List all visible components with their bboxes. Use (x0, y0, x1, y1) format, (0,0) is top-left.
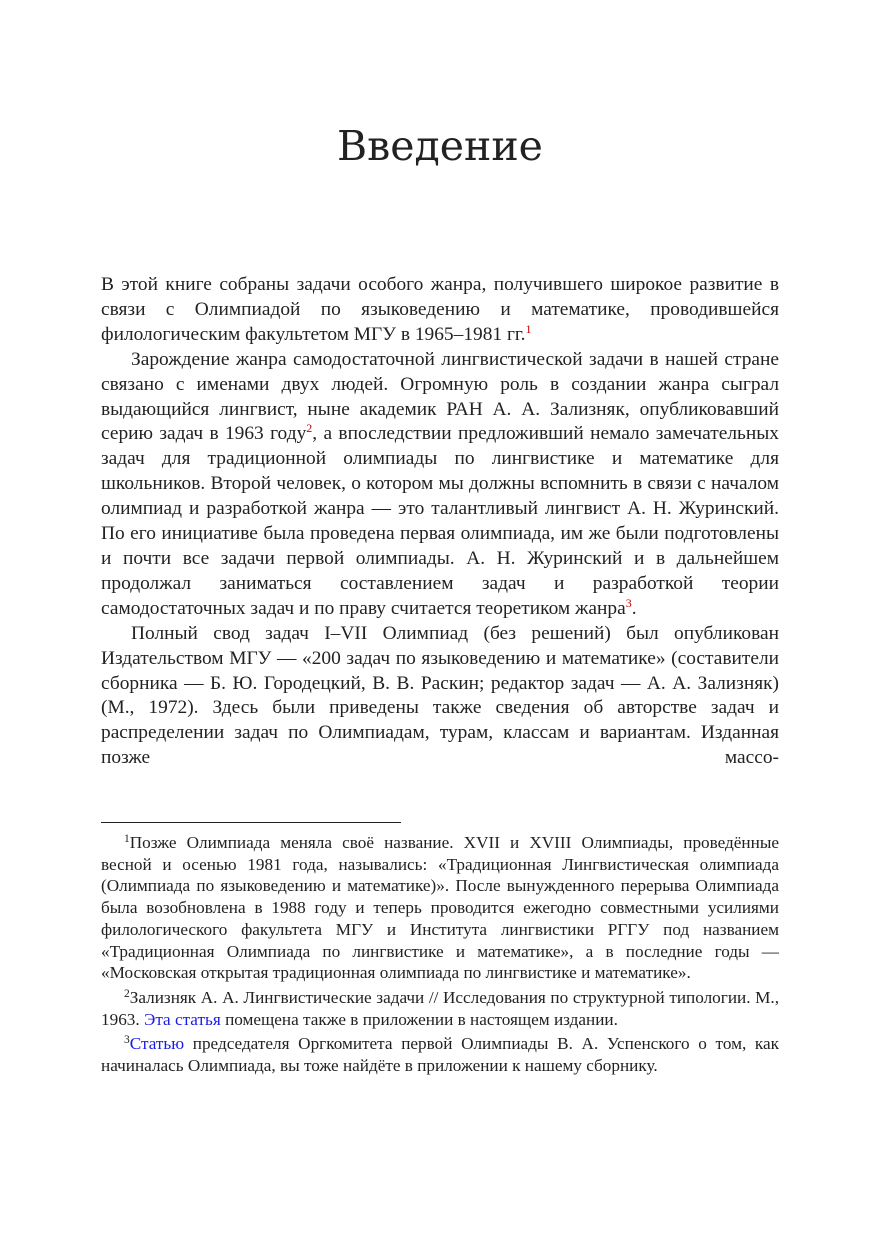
article-link[interactable]: Эта статья (143, 1009, 221, 1029)
footnote-2-number: 2 (124, 987, 130, 1000)
paragraph-1 (101, 273, 779, 348)
footnote-1-text: Позже Олимпиада меняла своё название. XVII и XVIII Олимпиады, проведённые весной и осенью 1981 года, назывались: «Традиционная Лингвистическая олимпиада (Олимпиада по языковедению и математике)». После вынужденного перерыва Олимпиада была возобновлена в 1988 году и теперь проводится ежегодно совместными усилиями филологического факультета МГУ и Института лингвистики РГГУ под названием «Традиционная Олимпиада по лингвистике и математике», а в последние годы — «Московская открытая традиционная олимпиада по лингвистике и математике». (101, 833, 779, 983)
footnote-2 (101, 987, 779, 1030)
footnote-2-text-b: помещена также в приложении в настоящем издании. (220, 1009, 618, 1029)
uspensky-article-link[interactable]: Статью (129, 1034, 185, 1054)
footnote-ref-1[interactable]: 1 (525, 321, 532, 336)
body-text (101, 273, 779, 771)
footnote-ref-2[interactable]: 2 (306, 421, 313, 436)
paragraph-2 (101, 348, 779, 622)
paragraph-2-text-b: , а впоследствии предложивший немало замечательных задач для традиционной олимпиады по лингвистике и математике для школьников. Второй человек, о котором мы должны вспомнить в связи с началом олимпиад и разработкой жанра — это талантливый лингвист А. Н. Журинский. По его инициативе была проведена первая олимпиада, им же были подготовлены и почти все задачи первой олимпиады. А. Н. Журинский и в дальнейшем продолжал заниматься составлением задач и разработкой теории самодостаточных задач и по праву считается теоретиком жанра (101, 423, 779, 619)
footnote-2-text-a: Зализняк А. А. Лингвистические задачи // Исследования по структурной типологии. М., 1963. (101, 987, 779, 1029)
paragraph-1-text: В этой книге собраны задачи особого жанра, получившего широкое развитие в связи с Олимпиадой по языковедению и математике, проводившейся филологическим факультетом МГУ в 1965–1981 гг. (101, 274, 779, 345)
paragraph-2-text-a: Зарождение жанра самодостаточной лингвистической задачи в нашей стране связано с именами двух людей. Огромную роль в создании жанра сыграл выдающийся лингвист, ныне академик РАН А. А. Зализняк, опубликовавший серию задач в 1963 году (101, 348, 779, 445)
footnote-3-text: председателя Оргкомитета первой Олимпиады В. А. Успенского о том, как начиналась Олимпиада, вы тоже найдёте в приложении к нашему сборнику. (101, 1034, 779, 1076)
footnote-1 (101, 832, 779, 984)
footnote-3 (101, 1033, 779, 1076)
chapter-title: Введение (337, 122, 543, 170)
footnotes (101, 832, 779, 1077)
footnote-3-number: 3 (124, 1034, 130, 1047)
paragraph-3: Полный свод задач I–VII Олимпиад (без решений) был опубликован Издательством МГУ — «200 задач по языковедению и математике» (составители сборника — Б. Ю. Городецкий, В. В. Раскин; редактор задач — А. А. Зализняк) (М., 1972). Здесь были приведены также сведения об авторстве задач и распределении задач по Олимпиадам, турам, классам и вариантам. Изданная позже массо- (101, 622, 779, 769)
footnote-separator (101, 822, 401, 823)
footnote-1-number: 1 (124, 833, 130, 845)
paragraph-2-text-c: . (631, 597, 637, 619)
footnote-ref-3[interactable]: 3 (625, 595, 632, 610)
